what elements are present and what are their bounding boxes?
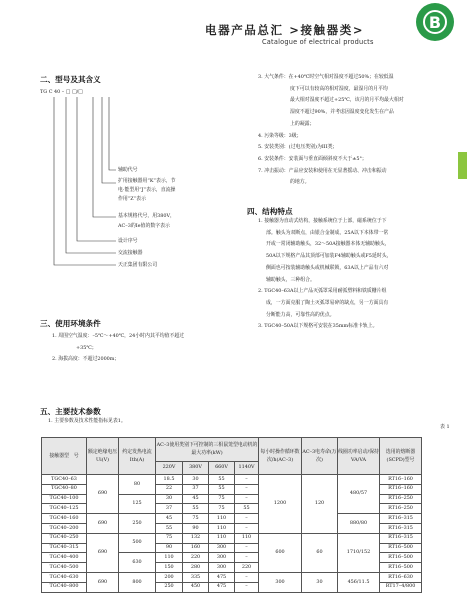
cell-p220: 75 [156,533,183,543]
model-label-spec-2: AC–3的Ie值的数字表示 [118,223,170,229]
cell-p380: 90 [183,523,209,533]
model-label-company: 天正集团有限公司 [118,262,158,268]
cell-fuse: RT16–630 [380,572,422,582]
cell-p1140: – [235,523,259,533]
cell-p1140: – [235,494,259,504]
cell-ops: 300 [259,572,302,592]
cell-model: TGC40–400 [42,553,87,563]
feature-line: 成，一方面克服了陶土灭弧罩易碎的缺点，另一方面具有 [266,299,389,306]
cell-p380: 75 [183,514,209,524]
cell-p1140: – [235,572,259,582]
cell-fuse: RT16–315 [380,514,422,524]
cell-ops: 1200 [259,475,302,534]
model-code: TG C 40 – □ □/□ [40,89,83,95]
cell-ith: 125 [119,494,156,514]
cell-p220: 150 [156,563,183,573]
cell-ui: 690 [87,533,119,572]
feature-line: 部。触头为双断点，由银合金制成，25A以下本体带一常 [266,229,389,236]
cell-p660: 75 [209,504,235,514]
environment-line: 2. 海拔高度：不超过2000m； [52,356,120,363]
table-row [42,514,422,524]
cell-coil: 456/11.5 [338,572,380,592]
features-text [258,216,391,333]
leader-aux-code [109,97,116,170]
col-header-380v: 380V [183,461,209,474]
cell-model: TGC40–160 [42,514,87,524]
cell-p220: 90 [156,543,183,553]
cell-p660: 75 [209,494,235,504]
cell-p380: 132 [183,533,209,543]
cell-model: TGC40–63 [42,475,87,485]
leader-company-code [54,97,116,265]
cell-fuse: RT16–315 [380,533,422,543]
col-header-coil: 线圈功率启动/保持VA/VA [338,438,380,475]
cell-p660: 110 [209,523,235,533]
params-intro: 1. 主要参数及技术性能指标见表1。 [48,418,126,424]
environment-heading: 三、使用环境条件 [40,319,101,328]
model-label-spec-1: 基本规格代号，用380V， [118,213,175,219]
col-header-220v: 220V [156,461,183,474]
condition-line: 的地方。 [290,179,310,186]
cell-p220: 250 [156,582,183,592]
cell-p380: 450 [183,582,209,592]
cell-p220: 55 [156,523,183,533]
catalog-subtitle: Catalogue of electrical products [262,38,374,46]
cell-p1140: 55 [235,504,259,514]
brand-logo [416,3,454,41]
feature-line: 侧面也可按装辅助触头或机械联锁，63A以上产品有六对 [266,264,389,271]
cell-model: TGC40–200 [42,523,87,533]
cell-model: TGC40–800 [42,582,87,592]
col-header-660v: 660V [209,461,235,474]
cell-ith: 800 [119,572,156,592]
cell-p660: 300 [209,543,235,553]
cell-p660: 110 [209,533,235,543]
condition-line: 度下可以有较高的相对湿度，最湿月的月平均 [290,85,388,92]
cell-p220: 22 [156,484,183,494]
model-code-diagram [40,95,120,320]
cell-p380: 335 [183,572,209,582]
cell-fuse: RT16–500 [380,553,422,563]
model-label-ext-3: 作用“Z”表示 [118,196,146,202]
params-heading: 五、主要技术参数 [40,407,101,416]
features-heading: 四、结构特点 [247,207,293,216]
cell-coil: 1710/152 [338,533,380,572]
cell-p380: 220 [183,553,209,563]
table-row [42,475,422,485]
condition-line: 湿度不超过90%，并考虑因温度变化发生在产品 [290,109,394,116]
col-header-ith: 约定发热电流Ith(A) [119,438,156,475]
condition-line: 5. 安装类别：(过电压类别)为III类； [258,144,338,151]
cell-model: TGC40–125 [42,504,87,514]
col-header-1140v: 1140V [235,461,259,474]
cell-p660: 300 [209,563,235,573]
params-table [41,437,422,593]
cell-p1140: – [235,484,259,494]
cell-ui: 690 [87,514,119,534]
cell-p380: 55 [183,504,209,514]
feature-line: 3. TGC40–50A以下规格可安装在35mm标准卡轨上。 [258,323,378,330]
cell-p220: 30 [156,494,183,504]
feature-line: 1. 接触器为直动式结构，接触系统位于上部，磁系统位于下 [258,218,387,224]
cell-p660: 110 [209,514,235,524]
page-header [0,0,467,70]
col-header-fuse: 选用的熔断器(SCPD)型号 [380,438,422,475]
cell-fuse: RT16–160 [380,484,422,494]
model-label-ext-1: 扩用接触器用“K”表示，节 [118,178,176,184]
cell-p1140: 110 [235,533,259,543]
cell-ith: 250 [119,514,156,534]
cell-model: TGC40–100 [42,494,87,504]
table-row [42,533,422,543]
cell-p660: 475 [209,582,235,592]
col-header-life: AC–3电寿命(万次) [302,438,338,475]
environment-line: 1. 周围空气温度：–5℃～+40℃，24小时内其平均值不超过 [52,333,185,339]
model-label-ext-2: 电·能型用“J”表示，直流操 [118,187,176,193]
cell-p660: 300 [209,553,235,563]
cell-model: TGC40–630 [42,572,87,582]
cell-p220: 18.5 [156,475,183,485]
cell-ui: 690 [87,475,119,514]
cell-p380: 30 [183,475,209,485]
cell-model: TGC40–80 [42,484,87,494]
cell-p1140: – [235,582,259,592]
cell-p220: 110 [156,553,183,563]
cell-p380: 280 [183,563,209,573]
model-heading: 二、型号及其含义 [40,75,101,84]
condition-line: 7. 冲击振动：产品应安装和使用在无显著摇动、冲击和振动 [258,167,387,174]
environment-line: +35℃； [76,344,97,351]
brand-logo-letter: B [423,10,447,34]
condition-line: 6. 安装条件：安装面与垂直面倾斜度不大于±5°； [258,155,367,162]
col-header-ops: 每小时操作循环数次/h(AC–3) [259,438,302,475]
feature-line: 辅助触头，三种组合。 [266,276,315,283]
cell-fuse: RT16–500 [380,543,422,553]
cell-p380: 160 [183,543,209,553]
conditions-text [258,72,404,189]
leader-spec-code [93,97,116,217]
cell-fuse: RT16–250 [380,494,422,504]
col-header-ac3: AC–3使用类别下可控制的三相鼠笼型电动机的最大功率(kW) [156,438,259,462]
cell-p1140: 220 [235,563,259,573]
cell-p220: 200 [156,572,183,582]
condition-line: 上的凝露； [290,120,315,127]
cell-p220: 37 [156,504,183,514]
cell-ith: 80 [119,475,156,495]
cell-p1140: – [235,543,259,553]
leader-ac-code [66,97,116,253]
cell-p1140: – [235,475,259,485]
cell-model: TGC40–315 [42,543,87,553]
cell-p1140: – [235,553,259,563]
feature-line: 2. TGC40–63A以上产品灭弧罩采用耐弧塑料和铁质栅片组 [258,288,387,295]
cell-life: 120 [302,475,338,534]
cell-fuse: RT16–500 [380,563,422,573]
table-row [42,572,422,582]
catalog-title: 电器产品总汇 >接触器类> [205,23,365,37]
cell-coil: 880/80 [338,514,380,534]
cell-p1140: – [235,514,259,524]
cell-p660: 475 [209,572,235,582]
model-label-ac: 交流接触器 [118,250,143,256]
cell-model: TGC40–250 [42,533,87,543]
table-label: 表 1 [440,424,450,430]
cell-fuse: RT16–315 [380,523,422,533]
model-label-aux: 辅助代号 [118,167,138,173]
col-header-ui: 额定绝缘电压Ui(V) [87,438,119,475]
condition-line: 最大相对湿度不超过+25℃，该月的月平均最大相对 [290,97,404,104]
condition-line: 4. 污染等级：3级； [258,132,302,139]
col-header-model: 接触器型 号 [42,438,87,475]
cell-model: TGC40–500 [42,563,87,573]
cell-p660: 55 [209,475,235,485]
condition-line: 3. 大气条件：在+40℃时空气相对湿度不超过50%；在较低温 [258,74,394,80]
cell-ops: 600 [259,533,302,572]
feature-line: 开或一常闭辅助触头，32～50A接触器本体无辅助触头， [266,241,390,248]
cell-fuse: RT17–4/800 [380,582,422,592]
cell-p220: 45 [156,514,183,524]
cell-ith: 500 [119,533,156,553]
cell-life: 30 [302,572,338,592]
cell-fuse: RT16–160 [380,475,422,485]
cell-p380: 45 [183,494,209,504]
cell-fuse: RT16–250 [380,504,422,514]
leader-design-code [77,97,116,241]
section-side-tab [458,152,467,179]
cell-p660: 55 [209,484,235,494]
cell-life: 60 [302,533,338,572]
cell-p380: 37 [183,484,209,494]
cell-ith: 630 [119,553,156,573]
feature-line: 50A以下规格产品其顶部可加装F4辅助触头或F5延时头， [266,253,392,260]
cell-ui: 690 [87,572,119,592]
cell-coil: 480/57 [338,475,380,514]
model-label-design: 设计序号 [118,238,138,244]
environment-text [52,331,184,366]
feature-line: 分断能力高，可靠性高的优点。 [266,311,335,318]
